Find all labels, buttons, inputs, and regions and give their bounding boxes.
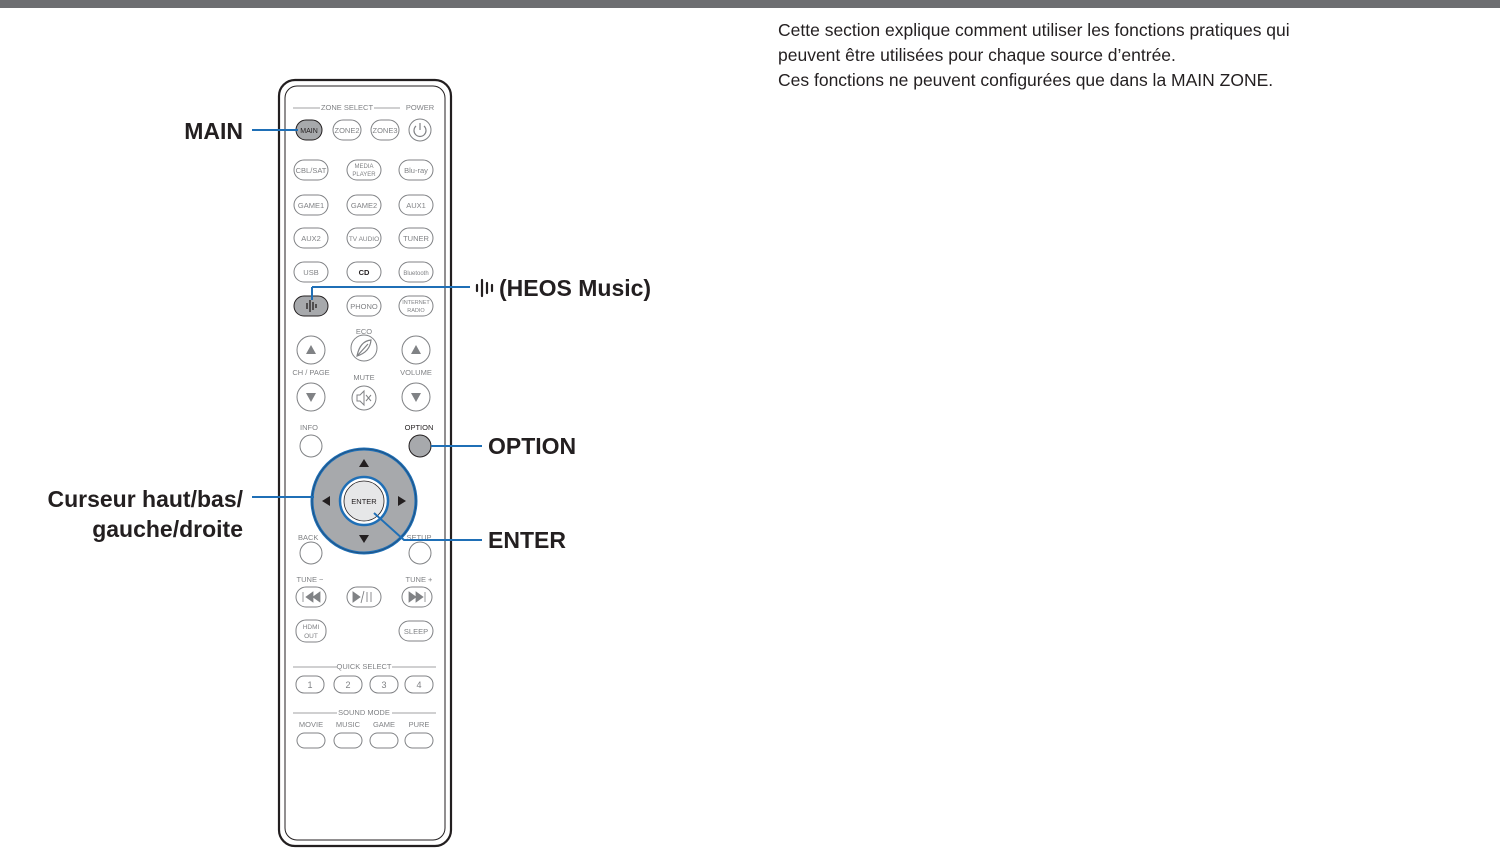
ch-page-label: CH / PAGE (292, 368, 330, 377)
quick-select-label: QUICK SELECT (336, 662, 392, 671)
option-button[interactable] (409, 435, 431, 457)
svg-text:1: 1 (307, 680, 313, 690)
heos-icon (473, 277, 499, 299)
heos-callout (473, 274, 651, 302)
heos-callout-text: (HEOS Music) (499, 275, 652, 301)
setup-label: SETUP (406, 533, 432, 542)
option-callout: OPTION (488, 433, 577, 459)
main-callout: MAIN (184, 118, 243, 144)
eco-label: ECO (355, 327, 373, 336)
svg-text:SLEEP: SLEEP (403, 627, 429, 636)
pure-label: PURE (408, 720, 430, 729)
intro-line-2: peuvent être utilisées pour chaque source d’entrée. (778, 45, 1176, 65)
svg-text:PLAYER: PLAYER (352, 172, 376, 178)
power-label: POWER (405, 103, 435, 112)
zone-select-label: ZONE SELECT (320, 103, 374, 112)
sound-mode-label: SOUND MODE (338, 708, 390, 717)
svg-text:RADIO: RADIO (407, 308, 425, 314)
main-zone-button[interactable] (296, 120, 322, 140)
info-label: INFO (300, 423, 318, 432)
svg-text:GAME2: GAME2 (350, 201, 378, 210)
svg-text:INTERNET: INTERNET (402, 300, 430, 306)
tune-plus-label: TUNE + (405, 575, 433, 584)
svg-text:AUX1: AUX1 (406, 201, 426, 210)
music-label: MUSIC (335, 720, 361, 729)
svg-text:OUT: OUT (304, 633, 318, 640)
mute-label: MUTE (353, 373, 375, 382)
svg-text:CD: CD (358, 268, 370, 277)
option-label: OPTION (404, 423, 434, 432)
volume-label: VOLUME (400, 368, 432, 377)
svg-text:Bluetooth: Bluetooth (403, 271, 429, 277)
svg-text:AUX2: AUX2 (301, 234, 321, 243)
svg-text:HDMI: HDMI (302, 624, 320, 631)
svg-text:USB: USB (303, 268, 319, 277)
enter-callout: ENTER (488, 527, 566, 553)
svg-text:MEDIA: MEDIA (354, 164, 374, 170)
svg-text:PHONO: PHONO (350, 302, 378, 311)
movie-label: MOVIE (298, 720, 324, 729)
game-label: GAME (372, 720, 396, 729)
svg-text:Blu-ray: Blu-ray (404, 166, 428, 175)
svg-text:ZONE3: ZONE3 (372, 126, 398, 135)
intro-line-3: Ces fonctions ne peuvent configurées que dans la MAIN ZONE. (778, 70, 1274, 90)
svg-text:ENTER: ENTER (351, 497, 377, 506)
svg-text:CBL/SAT: CBL/SAT (295, 166, 327, 175)
intro-line-1: Cette section explique comment utiliser les fonctions pratiques qui (778, 20, 1290, 40)
svg-text:MAIN: MAIN (300, 128, 318, 135)
svg-text:ZONE2: ZONE2 (334, 126, 360, 135)
svg-text:TUNER: TUNER (403, 234, 429, 243)
svg-text:2: 2 (345, 680, 351, 690)
tune-minus-label: TUNE − (296, 575, 324, 584)
cursor-callout-line-2: gauche/droite (92, 516, 243, 542)
cursor-callout-line-1: Curseur haut/bas/ (47, 486, 243, 512)
cursor-callout (47, 484, 243, 544)
svg-text:TV AUDIO: TV AUDIO (348, 236, 380, 243)
svg-text:4: 4 (416, 680, 422, 690)
back-label: BACK (298, 533, 319, 542)
svg-text:3: 3 (381, 680, 387, 690)
svg-text:GAME1: GAME1 (297, 201, 325, 210)
